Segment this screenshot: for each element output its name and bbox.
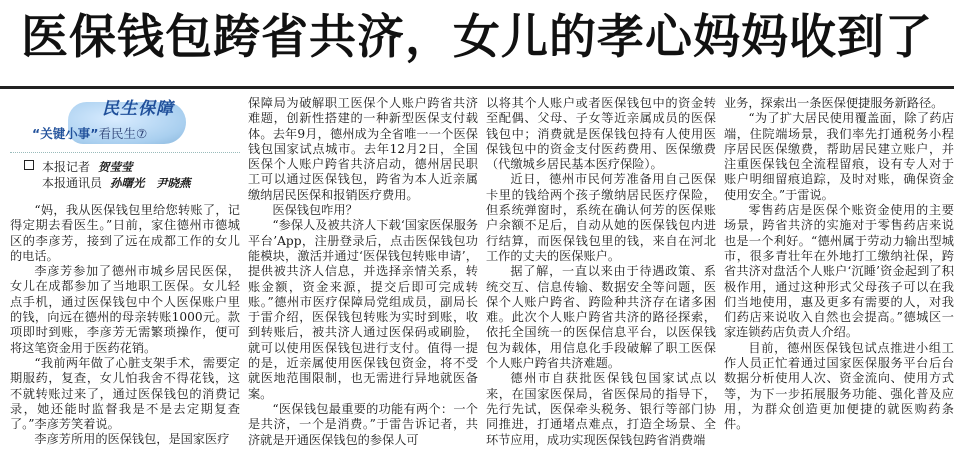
column-subtitle-quote: “关键小事” bbox=[32, 126, 99, 141]
article-column-3 bbox=[486, 96, 716, 465]
column-subtitle bbox=[32, 126, 147, 141]
paragraph: 医保钱包咋用？ bbox=[272, 203, 358, 218]
paragraph: 德州市自获批医保钱包国家试点以来，在国家医保局，省医保局的指导下，先行先试，医保牵头税务、银行等部门协同推进，打通堵点难点，打造全场景、全环节应用，成功实现医保钱包跨省消费端 bbox=[486, 371, 716, 447]
paragraph: “医保钱包最重要的功能有两个：一个是共济，一个是消费。”于雷告诉记者，共济就是开通医保钱包的参保人可 bbox=[248, 401, 478, 447]
paragraph: “为了扩大居民使用覆盖面，除了药店端，住院端场景，我们率先打通税务小程序居民医保缴费，帮助居民建立账户，并注重医保钱包全流程留痕，设有专人对于账户明细留痕追踪，及时对账，确保资金使用安全。”于雷说。 bbox=[724, 111, 954, 202]
paragraph: “参保人及被共济人下载‘国家医保服务平台’App，注册登录后，点击医保钱包功能模块，激活并通过‘医保钱包转账申请’，提供被共济人信息，并选择亲情关系，转账金额，资金来源，提交后即可完成转账。”德州市医疗保障局党组成员，副局长于雷介绍，医保钱包转账为实时到账，收到转账后，被共济人通过医保码或刷脸，就可以使用医保钱包进行支付。值得一提的是，近亲属使用医保钱包资金，将不受就医地范围限制，也无需进行异地就医备案。 bbox=[248, 218, 478, 401]
paragraph: 零售药店是医保个账资金使用的主要场景，跨省共济的实施对于零售药店来说也是一个利好。“德州属于劳动力输出型城市，很多青壮年在外地打工缴纳社保，跨省共济对盘活个人账户‘沉睡’资金起到了积极作用，通过这种形式父母孩子可以在我们当地使用，惠及更多有需要的人，对我们药店来说收入自然也会提高。”德城区一家连锁药店负责人介绍。 bbox=[724, 203, 954, 340]
paragraph: 李彦芳参加了德州市城乡居民医保，女儿在成都参加了当地职工医保。女儿轻点手机，通过医保钱包中个人医保账户里的钱，向远在德州的母亲转账1000元。款项即时到账，李彦芳无需繁琐操作，便可将这笔资金用于医药花销。 bbox=[10, 264, 240, 355]
paragraph: 目前，德州医保钱包试点推进小组工作人员正忙着通过国家医保服务平台后台数据分析使用人次、资金流向、使用方式等，为下一步拓展服务功能、强化普及应用，为群众创造更加便捷的就医购药条件。 bbox=[724, 340, 954, 432]
headline: 医保钱包跨省共济，女儿的孝心妈妈收到了 bbox=[21, 10, 933, 65]
paragraph: 业务，探索出一条医保便捷服务新路径。 bbox=[724, 96, 944, 110]
paragraph: 保障局为破解职工医保个人账户跨省共济难题，创新性搭建的一种新型医保支付载体。去年9月，德州成为全省唯一一个医保钱包国家试点城市。去年12月2日，全国医保个人账户跨省共济启动，德州居民职工可以通过医保钱包，跨省为本人近亲属缴纳居民医保和报销医疗费用。 bbox=[248, 96, 478, 202]
paragraph: “我前两年做了心脏支架手术，需要定期服药，复查，女儿怕我舍不得花钱，这不就转账过来了，通过医保钱包的消费记录，她还能时监督我是不是去定期复查了。”李彦芳笑着说。 bbox=[10, 355, 240, 432]
correspondent-label: 本报通讯员 bbox=[42, 176, 103, 190]
correspondent-names: 孙曙光 尹晓燕 bbox=[110, 176, 191, 190]
reporter-name: 贺莹莹 bbox=[98, 160, 133, 174]
column-logo bbox=[10, 96, 240, 153]
article-column-2 bbox=[248, 96, 478, 465]
article-column-4 bbox=[724, 96, 954, 465]
paragraph: “妈，我从医保钱包里给您转账了，记得定期去看医生。”日前，家住德州市德城区的李彦芳，接到了远在成都工作的女儿的电话。 bbox=[10, 203, 240, 263]
paragraph: 以将其个人账户或者医保钱包中的资金转至配偶、父母、子女等近亲属成员的医保钱包中；消费就是医保钱包持有人使用医保钱包中的资金支付医药费用、医保缴费（代缴城乡居民基本医疗保险）。 bbox=[486, 96, 716, 172]
reporter-label: 本报记者 bbox=[42, 160, 91, 174]
byline-box-icon bbox=[24, 160, 34, 170]
paragraph: 近日，德州市民何芳准备用自己医保卡里的钱给两个孩子缴纳居民医疗保险，但系统弹窗时，系统在确认何芳的医保账户余额不足后，自动从她的医保钱包内进行结算，而医保钱包里的钱，来自在河北工作的丈夫的医保账户。 bbox=[486, 172, 716, 263]
headline-rule bbox=[0, 86, 954, 89]
paragraph: 据了解，一直以来由于待遇政策、系统交互、信息传输、数据安全等问题，医保个人账户跨省、跨险种共济存在诸多困难。此次个人账户跨省共济的路径探索，依托全国统一的医保信息平台，以医保钱包为载体，用信息化手段破解了职工医保个人账户跨省共济难题。 bbox=[486, 264, 716, 371]
column-subtitle-rest: 看民生⑦ bbox=[98, 126, 148, 141]
paragraph: 李彦芳所用的医保钱包，是国家医疗 bbox=[34, 432, 230, 447]
column-title: 民生保障 bbox=[102, 99, 174, 119]
article-column-1 bbox=[10, 96, 240, 465]
byline bbox=[24, 159, 240, 191]
